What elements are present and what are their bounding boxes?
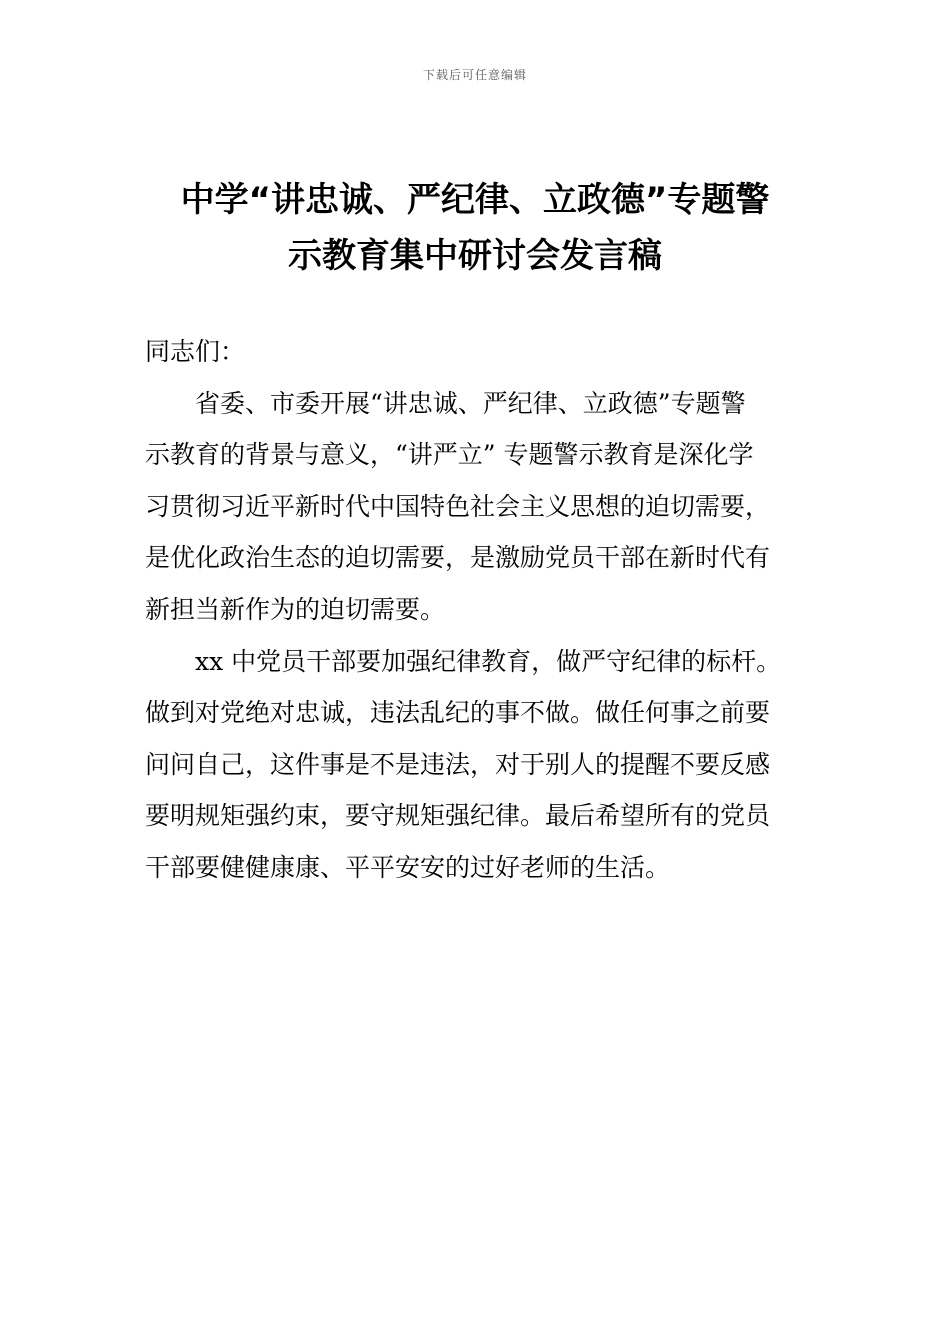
paragraph-line: 习贯彻习近平新时代中国特色社会主义思想的迫切需要， bbox=[145, 491, 771, 521]
paragraph-line: 问问自己，这件事是不是违法，对于别人的提醒不要反感 bbox=[145, 749, 771, 779]
document-title bbox=[100, 172, 850, 284]
paragraph-line: 新担当新作为的迫切需要。 bbox=[145, 594, 446, 624]
paragraph-line: 是优化政治生态的迫切需要，是激励党员干部在新时代有 bbox=[145, 543, 771, 573]
salutation: 同志们： bbox=[145, 337, 246, 366]
paragraph-line: 干部要健健康康、平平安安的过好老师的生活。 bbox=[145, 852, 671, 882]
paragraph-line: 示教育的背景与意义，“讲严立” 专题警示教育是深化学 bbox=[145, 440, 754, 470]
paragraph-line: 做到对党绝对忠诚，违法乱纪的事不做。做任何事之前要 bbox=[145, 698, 771, 728]
paragraph-line: 要明规矩强约束，要守规矩强纪律。最后希望所有的党员 bbox=[145, 801, 771, 831]
paragraph-line: 省委、市委开展“讲忠诚、严纪律、立政德”专题警 bbox=[195, 388, 746, 418]
paragraph-1 bbox=[145, 378, 805, 636]
paragraph-line: xx 中党员干部要加强纪律教育，做严守纪律的标杆。 bbox=[195, 646, 782, 676]
document-body bbox=[145, 326, 805, 894]
paragraph-2 bbox=[145, 636, 805, 894]
title-line-1: 中学“讲忠诚、严纪律、立政德”专题警 bbox=[180, 180, 770, 220]
header-note: 下载后可任意编辑 bbox=[422, 68, 527, 82]
title-line-2: 示教育集中研讨会发言稿 bbox=[288, 236, 662, 276]
